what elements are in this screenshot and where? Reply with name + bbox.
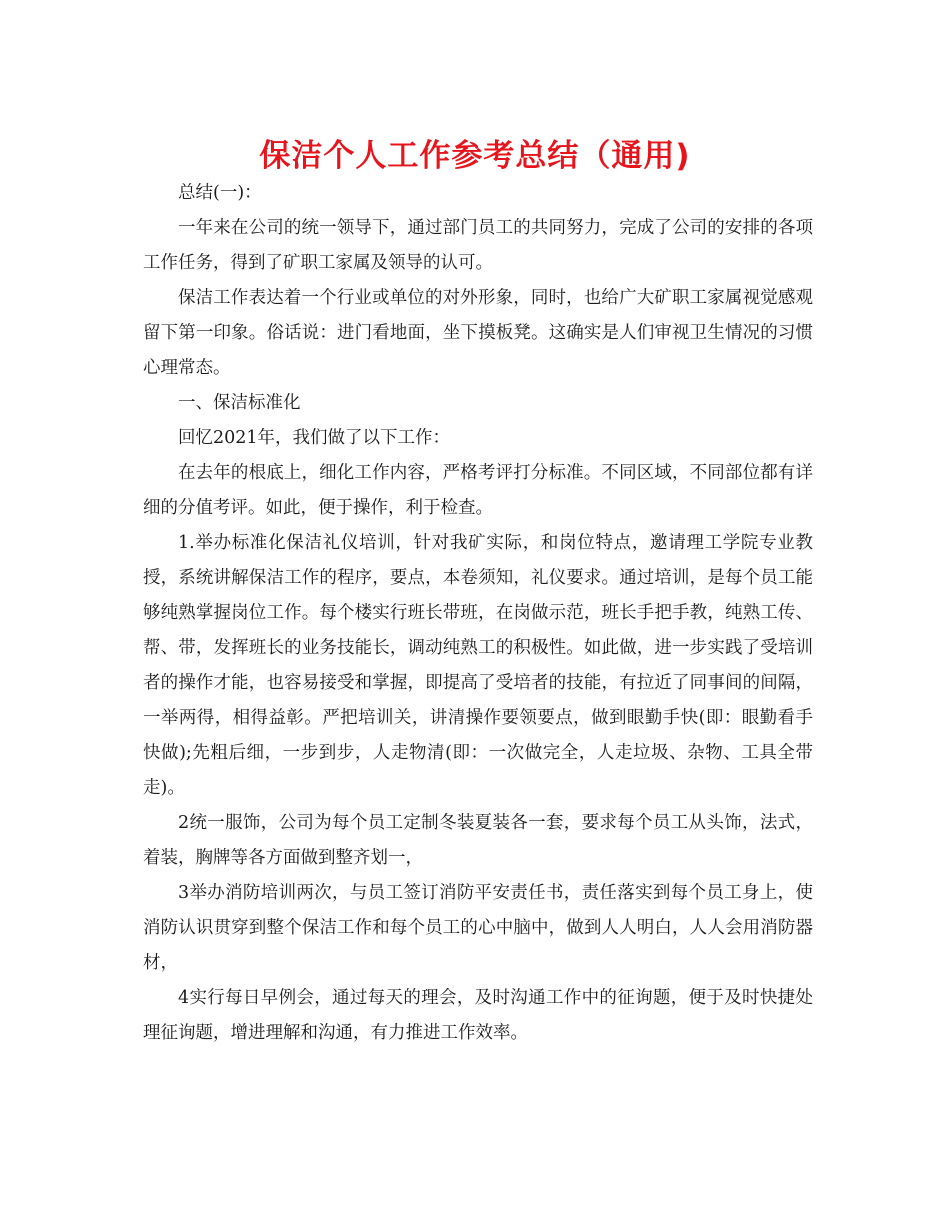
paragraph-summary-label: 总结(一)：	[178, 183, 262, 203]
section-heading-standardization: 一、保洁标准化	[178, 393, 301, 413]
paragraph-item-4: 4实行每日早例会，通过每天的理会，及时沟通工作中的征询题，便于及时快捷处理征询题，增进理解和沟通，有力推进工作效率。	[143, 988, 813, 1043]
paragraph-intro: 一年来在公司的统一领导下，通过部门员工的共同努力，完成了公司的安排的各项工作任务，得到了矿职工家属及领导的认可。	[143, 218, 813, 273]
document-body	[143, 176, 813, 1051]
paragraph-item-3: 3举办消防培训两次，与员工签订消防平安责任书，责任落实到每个员工身上，使消防认识贯穿到整个保洁工作和每个员工的心中脑中，做到人人明白，人人会用消防器材，	[143, 883, 813, 973]
paragraph-image: 保洁工作表达着一个行业或单位的对外形象，同时，也给广大矿职工家属视觉感观留下第一印象。俗话说：进门看地面，坐下摸板凳。这确实是人们审视卫生情况的习惯心理常态。	[143, 288, 813, 378]
paragraph-item-2: 2统一服饰，公司为每个员工定制冬装夏装各一套，要求每个员工从头饰，法式，着装，胸牌等各方面做到整齐划一，	[143, 813, 813, 868]
paragraph-item-1: 1.举办标准化保洁礼仪培训，针对我矿实际，和岗位特点，邀请理工学院专业教授，系统讲解保洁工作的程序，要点，本卷须知，礼仪要求。通过培训，是每个员工能够纯熟掌握岗位工作。每个楼实行班长带班，在岗做示范，班长手把手教，纯熟工传、帮、带，发挥班长的业务技能长，调动纯熟工的积极性。如此做，进一步实践了受培训者的操作才能，也容易接受和掌握，即提高了受培者的技能，有拉近了同事间的间隔，一举两得，相得益彰。严把培训关，讲清操作要领要点，做到眼勤手快(即：眼勤看手快做);先粗后细，一步到步，人走物清(即：一次做完全，人走垃圾、杂物、工具全带走)。	[143, 533, 813, 798]
paragraph-review: 回忆2021年，我们做了以下工作：	[178, 428, 451, 448]
paragraph-refinement: 在去年的根底上，细化工作内容，严格考评打分标准。不同区域，不同部位都有详细的分值考评。如此，便于操作，利于检查。	[143, 463, 813, 518]
document-title: 保洁个人工作参考总结（通用)	[259, 138, 691, 174]
